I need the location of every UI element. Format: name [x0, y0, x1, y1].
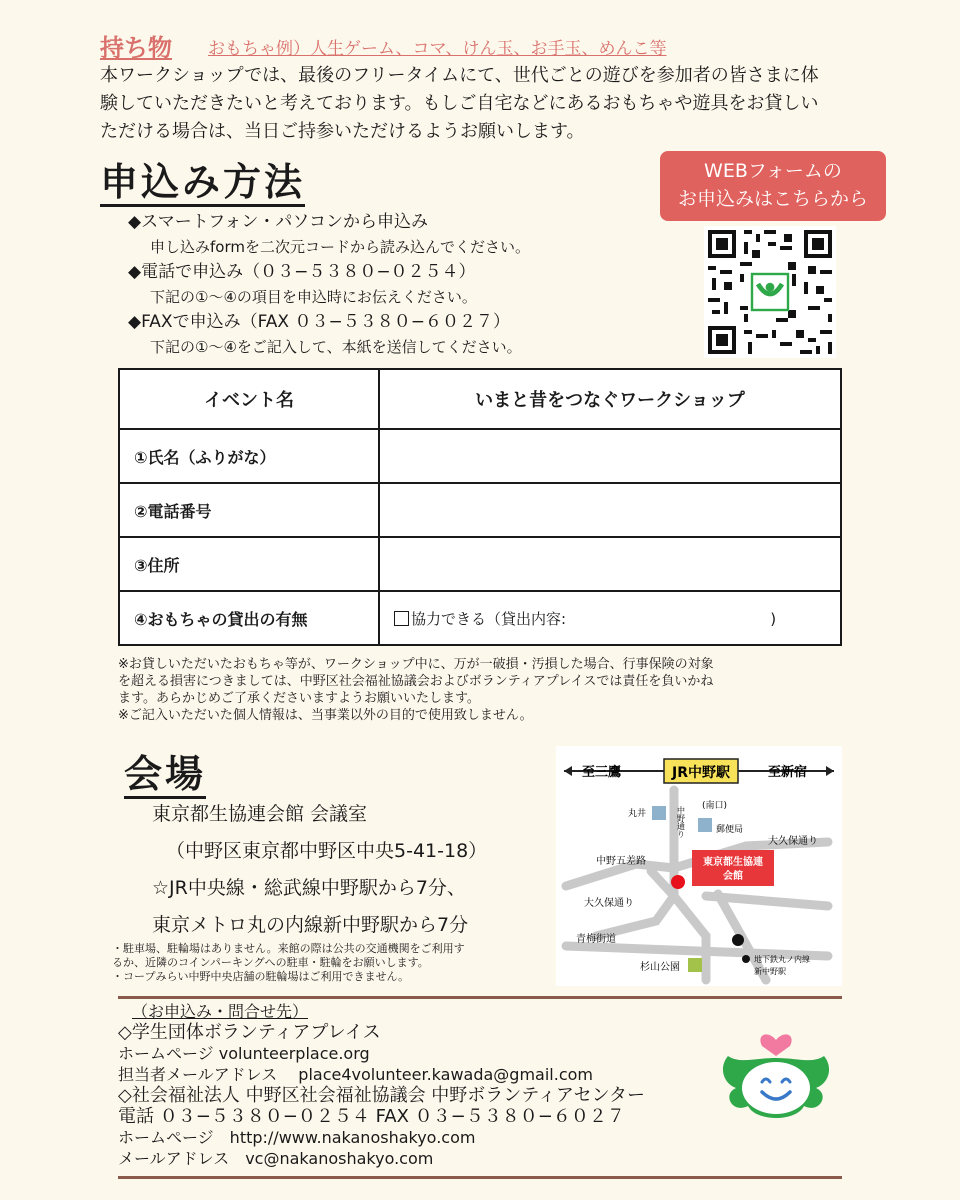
contact-org2-mail: メールアドレス vc@nakanoshakyo.com — [118, 1149, 434, 1168]
venue-address: （中野区東京都中野区中央5-41-18） — [166, 840, 488, 862]
note-line: ます。あらかじめご了承くださいますようお願いいたします。 — [118, 691, 480, 706]
parking-line: ・駐車場、駐輪場はありません。来館の際は公共の交通機関をご利用す — [112, 942, 465, 955]
map-to-shinjuku: 至新宿 — [768, 765, 808, 780]
contact-org2: ◇社会福祉法人 中野区社会福祉協議会 中野ボランティアセンター — [118, 1085, 645, 1106]
name-label: ①氏名（ふりがな） — [119, 429, 379, 483]
map-drawing — [556, 746, 842, 986]
venue-access-metro: 東京メトロ丸の内線新中野駅から7分 — [152, 914, 469, 936]
mascot-icon — [716, 1018, 836, 1130]
map-marui-building — [652, 806, 666, 820]
map-post-office: 郵便局 — [716, 825, 744, 835]
event-label: イベント名 — [119, 369, 379, 429]
venue-access-jr: ☆JR中央線・総武線中野駅から7分、 — [152, 877, 466, 899]
contact-org1: ◇学生団体ボランティアプレイス — [118, 1022, 381, 1043]
intro-line: ただける場合は、当日ご持参いただけるようお願いします。 — [100, 121, 585, 142]
contact-org1-mail: 担当者メールアドレス place4volunteer.kawada@gmail.com — [118, 1065, 593, 1084]
phone-field[interactable] — [379, 483, 841, 537]
lending-checkbox[interactable] — [394, 611, 409, 626]
contact-divider-bottom — [118, 1176, 842, 1179]
contact-divider-top — [118, 996, 842, 999]
venue-info — [152, 796, 487, 944]
note-line: ※お貸しいただいたおもちゃ等が、ワークショップ中に、万が一破損・汚損した場合、行事保険の対象 — [118, 657, 714, 672]
table-row — [119, 591, 841, 645]
qr-code[interactable] — [704, 226, 836, 358]
application-form — [118, 368, 842, 646]
venue-heading: 会場 — [124, 752, 206, 799]
mascot-logo — [716, 1018, 836, 1130]
method-smartphone-desc: 申し込みformを二次元コードから読み込んでください。 — [150, 238, 530, 256]
map-venue-label2: 会館 — [723, 871, 743, 882]
map-okubo-dori-2: 大久保通り — [584, 898, 634, 909]
belongings-example: おもちゃ例）人生ゲーム、コマ、けん玉、お手玉、めんこ等 — [208, 39, 667, 59]
table-row — [119, 483, 841, 537]
contact-org1-home: ホームページ volunteerplace.org — [118, 1044, 370, 1063]
web-form-button-line1: WEBフォームの — [704, 160, 842, 182]
belongings-title: 持ち物 — [100, 34, 172, 62]
map-subway1: 地下鉄丸ノ内線 — [754, 955, 810, 964]
map-subway2: 新中野駅 — [754, 967, 786, 976]
table-row — [119, 537, 841, 591]
apply-heading: 申込み方法 — [100, 160, 305, 207]
parking-notes — [112, 942, 552, 984]
table-row — [119, 369, 841, 429]
map-subway-dot — [742, 955, 750, 963]
web-form-button-line2: お申込みはこちらから — [677, 188, 868, 210]
contact-header: （お申込み・問合せ先） — [132, 1002, 309, 1021]
method-fax-desc: 下記の①〜④をご記入して、本紙を送信してください。 — [150, 338, 522, 356]
name-field[interactable] — [379, 429, 841, 483]
map-post-office-building — [698, 818, 712, 832]
lending-checkbox-label: 協力できる（貸出内容: — [411, 609, 567, 628]
toy-lending-label: ④おもちゃの貸出の有無 — [119, 591, 379, 645]
table-row — [119, 429, 841, 483]
contact-org2-tel: 電話 ０３−５３８０−０２５４ FAX ０３−５３８０−６０２７ — [118, 1106, 625, 1127]
method-fax-title: ◆FAXで申込み（FAX ０３−５３８０−６０２７） — [128, 312, 510, 332]
method-smartphone-title: ◆スマートフォン・パソコンから申込み — [128, 212, 429, 232]
map-venue-marker — [671, 875, 685, 889]
map-marui: 丸井 — [628, 809, 647, 819]
venue-name: 東京都生協連会館 会議室 — [152, 803, 368, 825]
venue-map — [556, 746, 842, 986]
toy-lending-field — [379, 591, 841, 645]
map-ome-kaido: 青梅街道 — [576, 934, 616, 945]
map-to-mitaka: 至三鷹 — [582, 765, 622, 780]
map-suginami-park: 杉山公園 — [640, 962, 680, 973]
map-station-dot — [732, 934, 744, 946]
map-station: JR中野駅 — [672, 765, 730, 781]
note-line: ※ご記入いただいた個人情報は、当事業以外の目的で使用致しません。 — [118, 708, 533, 723]
lending-close-paren: ) — [770, 609, 777, 628]
apply-methods — [128, 210, 530, 360]
map-okubo-dori: 大久保通り — [768, 836, 818, 847]
map-venue-label1: 東京都生協連 — [703, 857, 763, 868]
belongings-intro — [100, 62, 880, 146]
intro-line: 本ワークショップでは、最後のフリータイムにて、世代ごとの遊びを参加者の皆さまに体 — [100, 65, 819, 86]
phone-label: ②電話番号 — [119, 483, 379, 537]
intro-line: 験していただきたいと考えております。もしご自宅などにあるおもちゃや遊具をお貸しい — [100, 93, 819, 114]
qr-code-image — [704, 226, 836, 358]
address-field[interactable] — [379, 537, 841, 591]
map-park — [688, 958, 702, 972]
map-nakano-dori: 中野通り — [676, 806, 686, 838]
method-phone-desc: 下記の①〜④の項目を申込時にお伝えください。 — [150, 288, 477, 306]
parking-line: るか、近隣のコインパーキングへの駐車・駐輪をお願いします。 — [112, 956, 429, 969]
disclaimer-notes — [118, 656, 858, 724]
contact-info — [118, 1001, 645, 1169]
web-form-button[interactable] — [660, 151, 886, 221]
event-name: いまと昔をつなぐワークショップ — [379, 369, 841, 429]
contact-org2-home: ホームページ http://www.nakanoshakyo.com — [118, 1128, 476, 1147]
address-label: ③住所 — [119, 537, 379, 591]
note-line: を超える損害につきましては、中野区社会福祉協議会およびボランティアプレイスでは責任を負いかね — [118, 674, 714, 689]
method-phone-title: ◆電話で申込み（０３−５３８０−０２５４） — [128, 262, 476, 282]
parking-line: ・コープみらい中野中央店舗の駐輪場はご利用できません。 — [112, 970, 410, 983]
map-south-exit: (南口) — [702, 801, 728, 811]
map-nakano-5: 中野五差路 — [596, 856, 646, 867]
